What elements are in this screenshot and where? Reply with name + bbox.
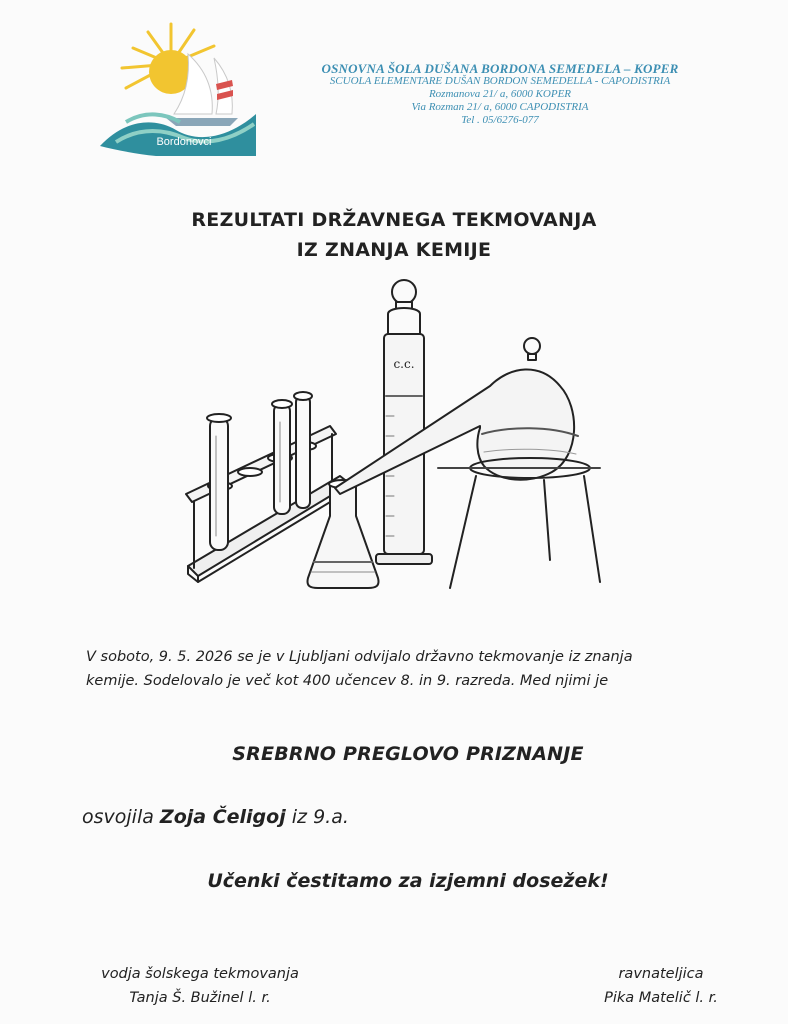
title-line-1: REZULTATI DRŽAVNEGA TEKMOVANJA bbox=[191, 209, 597, 231]
signature-left bbox=[80, 962, 320, 1010]
school-name-slovenian: OSNOVNA ŠOLA DUŠANA BORDONA SEMEDELA – KOPER bbox=[321, 61, 679, 76]
title-line-2: IZ ZNANJA KEMIJE bbox=[296, 239, 492, 261]
winner-suffix: iz 9.a. bbox=[291, 806, 349, 828]
signature-right-role: ravnateljica bbox=[618, 966, 704, 982]
winner-name: Zoja Čeligoj bbox=[159, 806, 286, 828]
school-address-italian: Via Rozman 21/ a, 6000 CAPODISTRIA bbox=[411, 101, 589, 113]
chemistry-lab-illustration bbox=[180, 276, 610, 596]
winner-line bbox=[82, 806, 349, 828]
award-title: SREBRNO PREGLOVO PRIZNANJE bbox=[232, 743, 584, 765]
school-address-slovenian: Rozmanova 21/ a, 6000 KOPER bbox=[428, 88, 572, 100]
signature-left-name: Tanja Š. Bužinel l. r. bbox=[129, 990, 271, 1006]
school-header bbox=[300, 62, 700, 127]
signature-right bbox=[576, 962, 746, 1010]
signature-left-role: vodja šolskega tekmovanja bbox=[101, 966, 299, 982]
congratulations-line: Učenki čestitamo za izjemni dosežek! bbox=[207, 870, 609, 892]
winner-prefix: osvojila bbox=[82, 806, 154, 828]
body-paragraph bbox=[86, 645, 706, 693]
retort-flask-icon bbox=[335, 338, 600, 588]
school-phone: Tel . 05/6276-077 bbox=[461, 114, 539, 126]
signature-right-name: Pika Matelič l. r. bbox=[604, 990, 718, 1006]
school-logo bbox=[96, 18, 264, 158]
document-title bbox=[0, 205, 788, 265]
body-line-2: kemije. Sodelovalo je več kot 400 učencev 8. in 9. razreda. Med njimi je bbox=[86, 673, 609, 689]
school-name-italian: SCUOLA ELEMENTARE DUŠAN BORDON SEMEDELLA - CAPODISTRIA bbox=[329, 75, 671, 87]
cylinder-label: c.c. bbox=[393, 357, 415, 371]
logo-label: Bordonovci bbox=[156, 136, 212, 148]
graduated-cylinder-icon bbox=[376, 280, 432, 564]
body-line-1: V soboto, 9. 5. 2026 se je v Ljubljani odvijalo državno tekmovanje iz znanja bbox=[86, 649, 633, 665]
